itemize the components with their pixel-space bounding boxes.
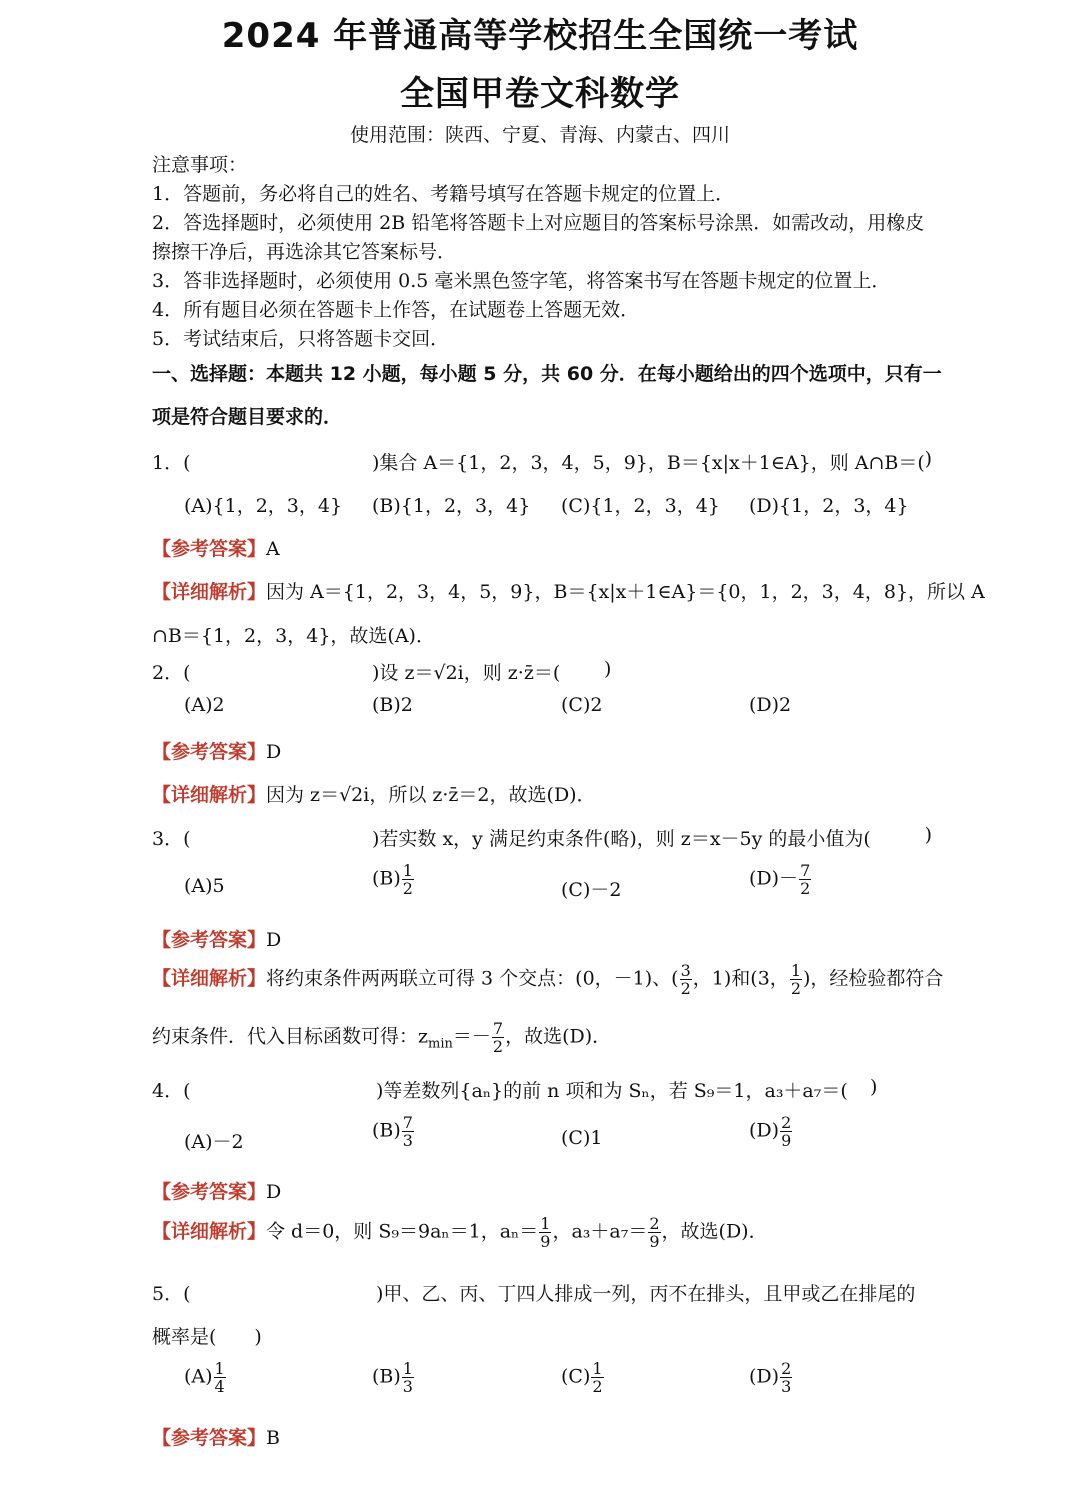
q2-answer-line: [152, 737, 281, 764]
q4-close: ): [870, 1076, 878, 1098]
notice-item: 擦擦干净后，再选涂其它答案标号．: [152, 241, 457, 263]
q5-number: 5．(: [152, 1283, 191, 1305]
answer-label: 【参考答案】: [152, 538, 267, 560]
fraction-denominator: 3: [781, 1377, 792, 1396]
q2-analysis: 因为 z＝√2i，所以 z·z̄＝2，故选(D)．: [266, 784, 596, 806]
q5-option-a: [184, 1360, 227, 1395]
q4-answer-line: [152, 1177, 281, 1204]
analysis-label: 【详细解析】: [152, 784, 267, 806]
q4-option-a: (A)－2: [184, 1131, 244, 1153]
q3-analysis-text: ＝－: [452, 1025, 491, 1048]
q1-analysis: 因为 A＝{1，2，3，4，5，9}，B＝{x|x＋1∈A}＝{0，1，2，3，4，8}，所以 A: [266, 581, 985, 603]
option-prefix: (A): [184, 1365, 213, 1388]
answer-label: 【参考答案】: [152, 1427, 267, 1449]
fraction: [680, 962, 692, 997]
notice-heading: 注意事项：: [152, 154, 248, 176]
q2-option-b: (B)2: [372, 694, 413, 716]
q1-option-b: (B){1，2，3，4}: [372, 495, 531, 517]
notice-item: 5．考试结束后，只将答题卡交回．: [152, 328, 450, 350]
q4-analysis-line: [152, 1215, 768, 1250]
q1-option-d: (D){1，2，3，4}: [749, 495, 909, 517]
q4-analysis-text: 令 d＝0，则 S₉＝9aₙ＝1，aₙ＝: [266, 1220, 539, 1243]
fraction-denominator: 2: [680, 979, 691, 998]
q3-option-b: [372, 862, 415, 897]
fraction-numerator: 7: [492, 1019, 504, 1038]
q3-answer: D: [266, 929, 282, 951]
q4-option-d: [749, 1114, 793, 1149]
q1-answer-line: [152, 534, 280, 561]
q1-analysis-cont: ∩B＝{1，2，3，4}，故选(A)．: [152, 625, 435, 647]
fraction-numerator: 1: [214, 1359, 225, 1378]
fraction-numerator: 1: [592, 1359, 603, 1378]
q3-stem: )若实数 x，y 满足约束条件(略)，则 z＝x－5y 的最小值为(: [372, 828, 871, 850]
q5-option-c: [561, 1360, 605, 1395]
fraction-denominator: 3: [402, 1377, 413, 1396]
q4-option-b: [372, 1114, 415, 1149]
section-heading-cont: 项是符合题目要求的．: [152, 406, 343, 428]
q1-option-c: (C){1，2，3，4}: [561, 495, 720, 517]
answer-label: 【参考答案】: [152, 1181, 267, 1203]
fraction: [402, 1114, 414, 1149]
q4-option-c: (C)1: [561, 1127, 603, 1149]
option-prefix: (B): [372, 867, 401, 890]
notice-item: 2．答选择题时，必须使用 2B 铅笔将答题卡上对应题目的答案标号涂黑．如需改动，用橡皮: [152, 212, 925, 234]
q5-option-d: [749, 1360, 793, 1395]
analysis-label: 【详细解析】: [152, 581, 267, 603]
q3-analysis-text: )，经检验都符合: [803, 967, 944, 990]
exam-title: 2024 年普通高等学校招生全国统一考试: [221, 16, 859, 56]
fraction: [799, 862, 811, 897]
q3-analysis-text: 约束条件．代入目标函数可得：z: [152, 1025, 429, 1048]
q3-option-a: (A)5: [184, 875, 225, 897]
fraction-denominator: 2: [402, 879, 413, 898]
notice-item: 3．答非选择题时，必须使用 0.5 毫米黑色签字笔，将答案书写在答题卡规定的位置上．: [152, 270, 891, 292]
q4-stem: )等差数列{aₙ}的前 n 项和为 Sₙ，若 S₉＝1，a₃＋a₇＝(: [376, 1080, 848, 1102]
fraction-numerator: 1: [402, 1359, 413, 1378]
fraction: [539, 1215, 551, 1250]
fraction-denominator: 2: [592, 1377, 603, 1396]
fraction-numerator: 2: [781, 1113, 792, 1132]
fraction-denominator: 2: [790, 979, 801, 998]
exam-subtitle: 全国甲卷文科数学: [400, 74, 680, 114]
q1-stem: )集合 A＝{1，2，3，4，5，9}，B＝{x|x＋1∈A}，则 A∩B＝(: [372, 452, 925, 474]
fraction-denominator: 3: [402, 1131, 413, 1150]
q3-analysis-line: [152, 962, 943, 997]
q3-answer-line: [152, 925, 281, 952]
q3-analysis-text: ，1)和(3，: [692, 967, 789, 990]
option-prefix: (D)－: [749, 867, 799, 890]
q1-analysis-line: [152, 577, 985, 604]
q5-stem: )甲、乙、丙、丁四人排成一列，丙不在排头，且甲或乙在排尾的: [376, 1283, 916, 1305]
option-prefix: (B): [372, 1365, 401, 1388]
q2-close: ): [604, 658, 612, 680]
fraction-denominator: 2: [800, 879, 811, 898]
q2-analysis-line: [152, 780, 596, 807]
fraction-numerator: 1: [790, 961, 801, 980]
fraction-denominator: 4: [214, 1377, 225, 1396]
fraction-denominator: 9: [540, 1232, 551, 1251]
fraction-numerator: 7: [800, 861, 811, 880]
fraction-numerator: 2: [649, 1214, 660, 1233]
q3-analysis-text: 将约束条件两两联立可得 3 个交点：(0，－1)、(: [266, 967, 679, 990]
subscript: min: [428, 1036, 453, 1052]
q5-answer: B: [266, 1427, 280, 1449]
notice-item: 4．所有题目必须在答题卡上作答，在试题卷上答题无效．: [152, 299, 640, 321]
option-prefix: (C): [561, 1365, 591, 1388]
q4-analysis-text: ，a₃＋a₇＝: [552, 1220, 648, 1243]
option-prefix: (D): [749, 1365, 780, 1388]
q2-option-a: (A)2: [184, 694, 225, 716]
q2-option-c: (C)2: [561, 694, 603, 716]
q1-option-a: (A){1，2，3，4}: [184, 495, 343, 517]
fraction: [648, 1215, 660, 1250]
fraction-numerator: 3: [680, 961, 691, 980]
fraction: [214, 1360, 226, 1395]
fraction-denominator: 2: [492, 1037, 504, 1056]
q3-close: ): [924, 824, 932, 846]
q3-number: 3．(: [152, 828, 191, 850]
notice-item: 1．答题前，务必将自己的姓名、考籍号填写在答题卡规定的位置上．: [152, 183, 735, 205]
fraction: [492, 1020, 504, 1055]
q3-option-d: [749, 862, 812, 897]
q2-stem: )设 z＝√2i，则 z·z̄＝(: [372, 662, 561, 684]
q4-analysis-text: ，故选(D)．: [661, 1220, 768, 1243]
fraction: [790, 962, 802, 997]
q4-number: 4．(: [152, 1080, 191, 1102]
analysis-label: 【详细解析】: [152, 1220, 267, 1243]
q5-stem-cont: 概率是( ): [152, 1326, 262, 1348]
fraction: [780, 1360, 792, 1395]
fraction: [780, 1114, 792, 1149]
q2-option-d: (D)2: [749, 694, 792, 716]
fraction-denominator: 9: [649, 1232, 660, 1251]
q3-analysis-cont: [152, 1020, 611, 1055]
q5-answer-line: [152, 1423, 280, 1450]
q3-analysis-text: ，故选(D)．: [505, 1025, 612, 1048]
fraction-numerator: 1: [540, 1214, 551, 1233]
q1-answer: A: [266, 538, 280, 560]
answer-label: 【参考答案】: [152, 741, 267, 763]
analysis-label: 【详细解析】: [152, 967, 267, 990]
fraction: [402, 862, 414, 897]
q1-close: ): [924, 448, 932, 470]
fraction: [591, 1360, 603, 1395]
fraction-denominator: 9: [781, 1131, 792, 1150]
fraction: [402, 1360, 414, 1395]
usage-scope: 使用范围：陕西、宁夏、青海、内蒙古、四川: [349, 124, 730, 146]
option-prefix: (B): [372, 1119, 401, 1142]
fraction-numerator: 2: [781, 1359, 792, 1378]
option-prefix: (D): [749, 1119, 780, 1142]
q4-answer: D: [266, 1181, 282, 1203]
q2-answer: D: [266, 741, 282, 763]
fraction-numerator: 7: [402, 1113, 413, 1132]
q3-option-c: (C)－2: [561, 879, 622, 901]
answer-label: 【参考答案】: [152, 929, 267, 951]
fraction-numerator: 1: [402, 861, 413, 880]
q1-number: 1．(: [152, 452, 191, 474]
q2-number: 2．(: [152, 662, 191, 684]
section-heading: 一、选择题：本题共 12 小题，每小题 5 分，共 60 分．在每小题给出的四个选项中，只有一: [152, 363, 942, 385]
q5-option-b: [372, 1360, 415, 1395]
